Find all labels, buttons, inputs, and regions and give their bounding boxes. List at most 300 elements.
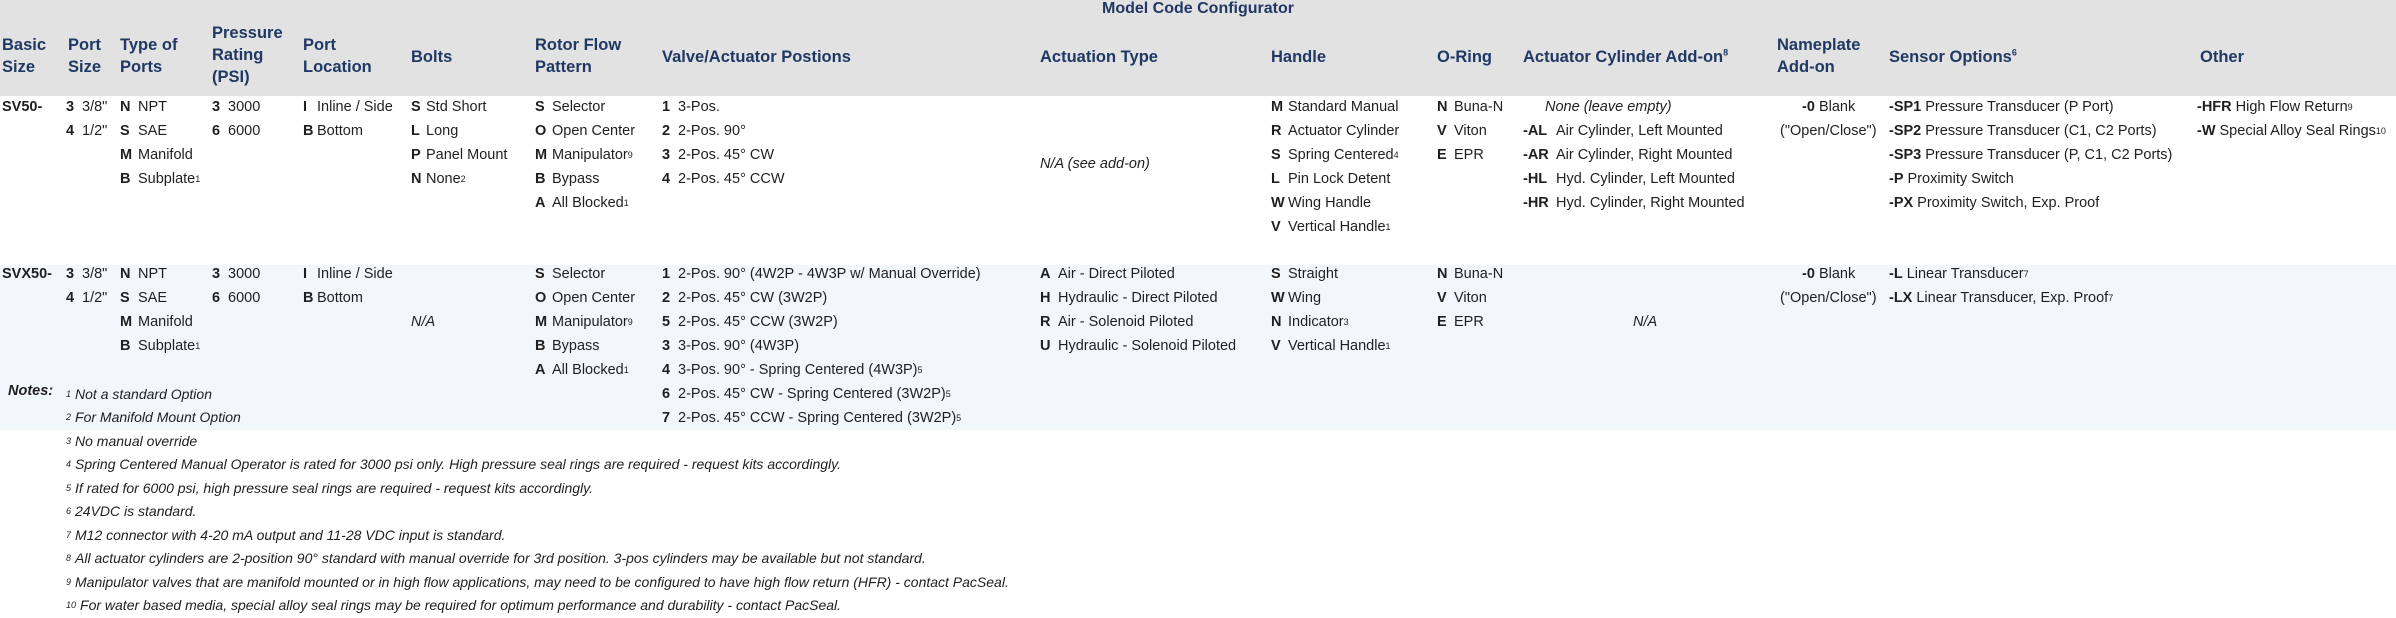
option-code: A (535, 195, 546, 211)
option-code: 6 (662, 386, 671, 402)
list-item (411, 143, 507, 167)
option-label: EPR (1454, 147, 1484, 163)
list-item (120, 143, 200, 167)
option-code: U (1040, 338, 1051, 354)
option-code: E (1437, 147, 1447, 163)
option-code: -HL (1523, 171, 1548, 187)
option-code: R (1271, 123, 1282, 139)
option-label: Linear Transducer (1906, 266, 2024, 282)
option-label: 1/2" (82, 290, 108, 306)
list-item: -W Special Alloy Seal Rings 10 (2197, 119, 2386, 143)
header-type-of-ports: Type of Ports (120, 36, 178, 76)
list-item (1271, 95, 1399, 119)
option-code: -SP3 (1889, 147, 1922, 163)
list-item (535, 95, 635, 119)
option-code: 1 (662, 99, 671, 115)
option-code: I (303, 99, 308, 115)
option-code: W (1271, 290, 1285, 306)
svx50-port-location (303, 262, 393, 310)
list-item: 7 2-Pos. 45° CCW - Spring Centered (3W2P) 5 (662, 406, 981, 430)
list-item (1437, 262, 1503, 286)
option-label: Indicator (1288, 314, 1344, 330)
option-label: Standard Manual (1288, 99, 1399, 115)
option-label: 3/8" (82, 266, 108, 282)
list-item (303, 119, 393, 143)
option-code: V (1437, 290, 1447, 306)
list-item: -L Linear Transducer 7 (1889, 262, 2113, 286)
option-code: 4 (66, 123, 75, 139)
list-item (662, 167, 785, 191)
option-label: Viton (1454, 123, 1487, 139)
option-code: S (120, 123, 130, 139)
option-label: Actuator Cylinder (1288, 123, 1400, 139)
list-item (303, 262, 393, 286)
sv50-basic-size: SV50- (2, 99, 43, 115)
svx50-port-types (120, 262, 200, 358)
list-item (66, 262, 107, 286)
list-item (1889, 191, 2172, 215)
option-label: Bottom (317, 290, 363, 306)
option-label: Linear Transducer, Exp. Proof (1916, 290, 2109, 306)
option-label: Manipulator (552, 147, 628, 163)
list-item: -LX Linear Transducer, Exp. Proof 7 (1889, 286, 2113, 310)
option-code: S (535, 266, 545, 282)
option-code: N (411, 171, 422, 187)
option-code: A (535, 362, 546, 378)
list-item (662, 119, 785, 143)
option-label: Subplate (138, 338, 196, 354)
sv50-nameplate: -0 Blank ("Open/Close") (1780, 99, 1877, 139)
list-item (411, 95, 507, 119)
option-label: Air - Direct Piloted (1058, 266, 1175, 282)
list-item (1523, 119, 1745, 143)
option-code: -SP1 (1889, 99, 1922, 115)
list-item: 6 2-Pos. 45° CW - Spring Centered (3W2P) 5 (662, 382, 981, 406)
option-label: Hyd. Cylinder, Left Mounted (1556, 171, 1735, 187)
header-valve-actuator: Valve/Actuator Postions (662, 48, 851, 66)
svx50-handle (1271, 262, 1391, 358)
note-text: All actuator cylinders are 2-position 90° standard with manual override for 3rd position. 3-pos cylinders may be available but not standard. (75, 550, 926, 567)
list-item (120, 310, 200, 334)
option-code: I (303, 266, 308, 282)
option-code: W (1271, 195, 1285, 211)
sv50-rotor-flow (535, 95, 635, 215)
note-item: 10 For water based media, special alloy seal rings may be required for optimum performance and durability - contact PacSeal. (66, 594, 1009, 618)
option-code: 2 (662, 123, 671, 139)
option-label: Viton (1454, 290, 1487, 306)
option-label: Hydraulic - Direct Piloted (1058, 290, 1218, 306)
svx50-rotor-flow (535, 262, 635, 382)
list-item (1271, 286, 1391, 310)
list-item (212, 286, 260, 310)
option-code: -SP2 (1889, 123, 1922, 139)
list-item (535, 334, 635, 358)
list-item (1040, 286, 1236, 310)
option-code: 3 (66, 99, 75, 115)
list-item (212, 95, 260, 119)
option-code: S (535, 99, 545, 115)
header-rotor-flow: Rotor Flow Pattern (535, 36, 622, 76)
option-label: Panel Mount (426, 147, 508, 163)
option-label: 6000 (228, 123, 261, 139)
option-label: Spring Centered (1288, 147, 1394, 163)
list-item: B Subplate 1 (120, 334, 200, 358)
sv50-actuation-type: N/A (see add-on) (1040, 156, 1150, 172)
list-item (1523, 143, 1745, 167)
option-code: L (1271, 171, 1280, 187)
svx50-pressure (212, 262, 260, 310)
list-item (120, 119, 200, 143)
option-label: 2-Pos. 45° CW (3W2P) (678, 290, 828, 306)
list-item (66, 119, 107, 143)
option-code: M (120, 314, 133, 330)
note-text: Manipulator valves that are manifold mounted or in high flow applications, may need to be configured to have high flow return (HFR) - contact PacSeal. (75, 573, 1009, 590)
option-label: SAE (138, 123, 168, 139)
option-code: -AR (1523, 147, 1549, 163)
option-label: Pin Lock Detent (1288, 171, 1391, 187)
option-code: 5 (662, 314, 671, 330)
option-label: 3-Pos. (678, 99, 720, 115)
header-bolts: Bolts (411, 48, 453, 66)
list-item (535, 119, 635, 143)
note-text: For Manifold Mount Option (75, 409, 241, 426)
sv50-other (2197, 95, 2386, 143)
option-label: Manifold (138, 314, 193, 330)
list-item (1523, 167, 1745, 191)
option-label: Pressure Transducer (P Port) (1925, 99, 2114, 115)
option-label: High Flow Return (2235, 99, 2348, 115)
table-title: Model Code Configurator (1102, 0, 1294, 17)
option-label: 2-Pos. 90° (678, 123, 746, 139)
list-item (1040, 310, 1236, 334)
option-label: 2-Pos. 45° CW (678, 147, 775, 163)
list-item: N Indicator 3 (1271, 310, 1391, 334)
list-item: V Vertical Handle 1 (1271, 215, 1399, 239)
svx50-bolts: N/A (411, 314, 436, 330)
option-label: Selector (552, 266, 606, 282)
option-code: 1 (662, 266, 671, 282)
option-code: S (411, 99, 421, 115)
list-item (411, 119, 507, 143)
list-item: 4 3-Pos. 90° - Spring Centered (4W3P) 5 (662, 358, 981, 382)
option-label: Std Short (426, 99, 487, 115)
note-item: 2 For Manifold Mount Option (66, 406, 1009, 430)
option-code: B (535, 338, 546, 354)
option-code: P (411, 147, 421, 163)
option-label: Inline / Side (317, 266, 393, 282)
list-item (1523, 191, 1745, 215)
header-actuation-type: Actuation Type (1040, 48, 1158, 66)
svx50-oring (1437, 262, 1503, 334)
option-label: Proximity Switch (1907, 171, 2014, 187)
list-item (535, 262, 635, 286)
option-label: Subplate (138, 171, 196, 187)
option-code: N (1271, 314, 1282, 330)
option-label: 2-Pos. 45° CCW (678, 171, 785, 187)
note-item: 9 Manipulator valves that are manifold mounted or in high flow applications, may need to be configured to have high flow return (HFR) - contact PacSeal. (66, 570, 1009, 594)
list-item: A All Blocked 1 (535, 358, 635, 382)
option-code: M (120, 147, 133, 163)
option-label: Vertical Handle (1288, 219, 1386, 235)
option-label: Hyd. Cylinder, Right Mounted (1556, 195, 1745, 211)
option-label: SAE (138, 290, 168, 306)
option-code: N (1437, 99, 1448, 115)
list-item (120, 95, 200, 119)
header-port-size: Port Size (68, 36, 102, 76)
note-item: 1 Not a standard Option (66, 382, 1009, 406)
svx50-actuation-type (1040, 262, 1236, 358)
option-code: O (535, 290, 547, 306)
option-code: 3 (212, 99, 221, 115)
option-code: R (1040, 314, 1051, 330)
list-item (120, 286, 200, 310)
option-code: N (120, 99, 131, 115)
option-code: 6 (212, 290, 221, 306)
sv50-cylinder-none: None (leave empty) (1545, 99, 1672, 115)
option-label: 2-Pos. 90° (4W2P - 4W3P w/ Manual Override) (678, 266, 981, 282)
option-code: A (1040, 266, 1051, 282)
option-code: E (1437, 314, 1447, 330)
list-item (535, 167, 635, 191)
option-code: -HFR (2197, 99, 2232, 115)
option-code: 4 (662, 362, 671, 378)
option-label: Open Center (552, 123, 636, 139)
option-label: Buna-N (1454, 99, 1504, 115)
option-label: Hydraulic - Solenoid Piloted (1058, 338, 1237, 354)
header-other: Other (2200, 48, 2245, 66)
option-label: Straight (1288, 266, 1338, 282)
option-label: NPT (138, 266, 167, 282)
note-item: 4 Spring Centered Manual Operator is rated for 3000 psi only. High pressure seal rings are required - request kits accordingly. (66, 453, 1009, 477)
option-code: 3 (212, 266, 221, 282)
option-code: B (535, 171, 546, 187)
option-label: Pressure Transducer (P, C1, C2 Ports) (1925, 147, 2173, 163)
option-code: S (1271, 266, 1281, 282)
option-label: Bottom (317, 123, 363, 139)
header-cylinder-addon: Actuator Cylinder Add-$on^8$ (1523, 47, 1729, 66)
option-code: L (411, 123, 420, 139)
list-item (66, 95, 107, 119)
option-code: V (1271, 219, 1281, 235)
note-item: 3 No manual override (66, 429, 1009, 453)
option-code: H (1040, 290, 1051, 306)
list-item (1040, 262, 1236, 286)
option-label: 3000 (228, 266, 261, 282)
header-sensor-options: Sensor Options$^6$ (1889, 47, 2017, 66)
option-code: -PX (1889, 195, 1914, 211)
option-code: N (120, 266, 131, 282)
option-label: 3-Pos. 90° (4W3P) (678, 338, 800, 354)
list-item (1437, 143, 1503, 167)
note-text: No manual override (75, 432, 198, 449)
list-item (1437, 119, 1503, 143)
svx50-cylinder-addon: N/A (1633, 314, 1658, 330)
option-code: 2 (662, 290, 671, 306)
sv50-pressure (212, 95, 260, 143)
svx50-port-sizes (66, 262, 107, 310)
list-item (662, 286, 981, 310)
option-label: Air Cylinder, Left Mounted (1556, 123, 1723, 139)
list-item (303, 286, 393, 310)
list-item (303, 95, 393, 119)
option-code: 6 (212, 123, 221, 139)
list-item (212, 119, 260, 143)
option-label: All Blocked (552, 362, 624, 378)
sv50-port-types (120, 95, 200, 191)
note-item: 8 All actuator cylinders are 2-position 90° standard with manual override for 3rd position. 3-pos cylinders may be available but not standard. (66, 547, 1009, 571)
list-item: V Vertical Handle 1 (1271, 334, 1391, 358)
option-code: V (1437, 123, 1447, 139)
option-label: All Blocked (552, 195, 624, 211)
option-label: 1/2" (82, 123, 108, 139)
option-code: 3 (662, 338, 671, 354)
header-pressure-rating: Pressure Rating (PSI) (212, 24, 283, 86)
option-label: 2-Pos. 45° CCW (3W2P) (678, 314, 838, 330)
option-code: S (120, 290, 130, 306)
option-label: 2-Pos. 45° CW - Spring Centered (3W2P) (678, 386, 946, 402)
option-label: Inline / Side (317, 99, 393, 115)
list-item: N None 2 (411, 167, 507, 191)
header-oring: O-Ring (1437, 48, 1492, 66)
svx50-basic-size: SVX50- (2, 266, 52, 282)
list-item (662, 95, 785, 119)
option-code: N (1437, 266, 1448, 282)
option-code: -LX (1889, 290, 1913, 306)
list-item (1889, 95, 2172, 119)
list-item (1437, 286, 1503, 310)
option-label: Wing Handle (1288, 195, 1372, 211)
list-item: M Manipulator 9 (535, 143, 635, 167)
notes-list (66, 382, 1009, 617)
list-item (1271, 119, 1399, 143)
option-label: Air - Solenoid Piloted (1058, 314, 1194, 330)
list-item (66, 286, 107, 310)
list-item: B Subplate 1 (120, 167, 200, 191)
note-text: Not a standard Option (75, 385, 212, 402)
sv50-handle (1271, 95, 1399, 239)
option-code: O (535, 123, 547, 139)
sv50-sensor-options (1889, 95, 2172, 215)
list-item: S Spring Centered 4 (1271, 143, 1399, 167)
list-item: A All Blocked 1 (535, 191, 635, 215)
option-label: Selector (552, 99, 606, 115)
option-label: Air Cylinder, Right Mounted (1556, 147, 1733, 163)
option-label: Special Alloy Seal Rings (2219, 123, 2376, 139)
option-code: M (535, 147, 548, 163)
sv50-valve-positions (662, 95, 785, 191)
list-item (1040, 334, 1236, 358)
option-code: B (303, 123, 314, 139)
option-code: 3 (66, 266, 75, 282)
sv50-bolts (411, 95, 507, 191)
option-label: Bypass (552, 171, 600, 187)
option-code: B (303, 290, 314, 306)
option-code: B (120, 338, 131, 354)
note-text: M12 connector with 4-20 mA output and 11-28 VDC input is standard. (75, 526, 506, 543)
list-item (1889, 167, 2172, 191)
list-item (1271, 262, 1391, 286)
header-basic-size: Basic Size (2, 36, 47, 76)
note-text: 24VDC is standard. (75, 503, 197, 520)
list-item: -HFR High Flow Return 9 (2197, 95, 2386, 119)
option-label: 3-Pos. 90° - Spring Centered (4W3P) (678, 362, 918, 378)
option-code: M (535, 314, 548, 330)
list-item (1437, 95, 1503, 119)
option-label: Open Center (552, 290, 636, 306)
header-handle: Handle (1271, 48, 1327, 66)
list-item (662, 310, 981, 334)
list-item (662, 143, 785, 167)
option-code: -W (2197, 123, 2216, 139)
option-label: Pressure Transducer (C1, C2 Ports) (1925, 123, 2157, 139)
notes-label: Notes: (8, 383, 54, 399)
option-label: NPT (138, 99, 167, 115)
option-label: Vertical Handle (1288, 338, 1386, 354)
option-code: B (120, 171, 131, 187)
option-code: S (1271, 147, 1281, 163)
option-code: -AL (1523, 123, 1548, 139)
option-code: -L (1889, 266, 1903, 282)
option-code: M (1271, 99, 1284, 115)
option-label: Manifold (138, 147, 193, 163)
list-item (1271, 167, 1399, 191)
option-label: Buna-N (1454, 266, 1504, 282)
option-code: 3 (662, 147, 671, 163)
svx50-nameplate: -0 Blank ("Open/Close") (1780, 266, 1877, 306)
option-code: 4 (66, 290, 75, 306)
list-item (1271, 191, 1399, 215)
sv50-port-location (303, 95, 393, 143)
list-item (120, 262, 200, 286)
option-code: V (1271, 338, 1281, 354)
list-item (1437, 310, 1503, 334)
list-item (662, 262, 981, 286)
option-label: None (426, 171, 461, 187)
note-item: 7 M12 connector with 4-20 mA output and 11-28 VDC input is standard. (66, 523, 1009, 547)
option-label: 3000 (228, 99, 261, 115)
option-label: Manipulator (552, 314, 628, 330)
svx50-sensor-options (1889, 262, 2113, 310)
list-item: M Manipulator 9 (535, 310, 635, 334)
option-code: 7 (662, 410, 671, 426)
list-item (662, 334, 981, 358)
header-nameplate: Nameplate Add-on (1777, 36, 1861, 76)
sv50-port-sizes (66, 95, 107, 143)
list-item (1889, 119, 2172, 143)
option-code: -HR (1523, 195, 1549, 211)
option-label: Proximity Switch, Exp. Proof (1917, 195, 2100, 211)
header-port-location: Port Location (303, 36, 372, 76)
option-code: -P (1889, 171, 1904, 187)
option-label: 2-Pos. 45° CCW - Spring Centered (3W2P) (678, 410, 957, 426)
option-label: EPR (1454, 314, 1484, 330)
option-label: Long (426, 123, 459, 139)
list-item (535, 286, 635, 310)
option-label: 6000 (228, 290, 261, 306)
option-label: Wing (1288, 290, 1322, 306)
option-label: 3/8" (82, 99, 108, 115)
list-item (1889, 143, 2172, 167)
option-code: 4 (662, 171, 671, 187)
note-item: 6 24VDC is standard. (66, 500, 1009, 524)
note-text: For water based media, special alloy seal rings may be required for optimum performance and durability - contact PacSeal. (80, 597, 842, 614)
sv50-cylinder-addons (1523, 119, 1745, 215)
list-item (212, 262, 260, 286)
note-text: Spring Centered Manual Operator is rated for 3000 psi only. High pressure seal rings are required - request kits accordingly. (75, 456, 841, 473)
note-item: 5 If rated for 6000 psi, high pressure seal rings are required - request kits accordingly. (66, 476, 1009, 500)
option-label: Bypass (552, 338, 600, 354)
note-text: If rated for 6000 psi, high pressure seal rings are required - request kits accordingly. (75, 479, 594, 496)
